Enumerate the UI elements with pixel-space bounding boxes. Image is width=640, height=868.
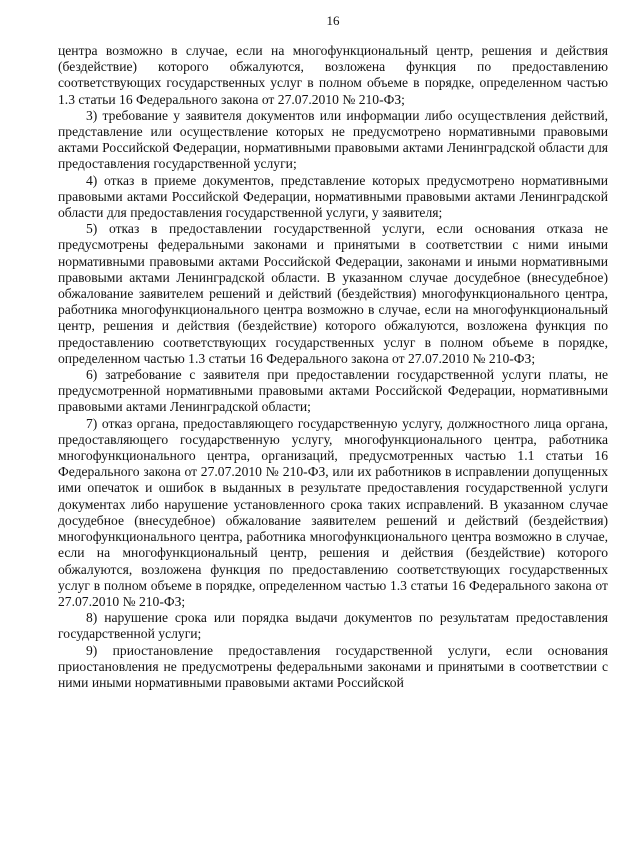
paragraph-item-3: 3) требование у заявителя документов или информации либо осуществления действий, представление или осуществление которых не предусмотрено нормативными правовыми актами Российской Федерации, нормативными правовыми актами Ленинградской области для предоставления государственной услуги; (58, 107, 608, 172)
paragraph-item-8: 8) нарушение срока или порядка выдачи документов по результатам предоставления государственной услуги; (58, 610, 608, 642)
paragraph-item-7: 7) отказ органа, предоставляющего государственную услугу, должностного лица органа, предоставляющего государственную услугу, многофункционального центра, работника многофункционального центра, организаций, предусмотренных частью 1.1 статьи 16 Федерального закона от 27.07.2010 № 210-ФЗ, или их работников в исправлении допущенных ими опечаток и ошибок в выданных в результате предоставления государственной услуги документах либо нарушение установленного срока таких исправлений. В указанном случае досудебное (внесудебное) обжалование заявителем решений и действий (бездействия) многофункционального центра, работника многофункционального центра возможно в случае, если на многофункциональный центр, решения и действия (бездействие) которого обжалуются, возложена функция по предоставлению соответствующих государственных услуг в полном объеме в порядке, определенном частью 1.3 статьи 16 Федерального закона от 27.07.2010 № 210-ФЗ; (58, 415, 608, 609)
paragraph-item-9: 9) приостановление предоставления государственной услуги, если основания приостановления не предусмотрены федеральными законами и принятыми в соответствии с ними иными нормативными правовыми актами Российской (58, 642, 608, 690)
paragraph-item-5: 5) отказ в предоставлении государственной услуги, если основания отказа не предусмотрены федеральными законами и принятыми в соответствии с ними иными нормативными правовыми актами Российской Федерации, законами и иными нормативными правовыми актами Ленинградской области. В указанном случае досудебное (внесудебное) обжалование заявителем решений и действий (бездействия) многофункционального центра, работника многофункционального центра возможно в случае, если на многофункциональный центр, решения и действия (бездействие) которого обжалуются, возложена функция по предоставлению соответствующих государственных услуг в полном объеме в порядке, определенном частью 1.3 статьи 16 Федерального закона от 27.07.2010 № 210-ФЗ; (58, 221, 608, 366)
paragraph-item-6: 6) затребование с заявителя при предоставлении государственной услуги платы, не предусмотренной нормативными правовыми актами Российской Федерации, нормативными правовыми актами Ленинградской области; (58, 367, 608, 415)
paragraph-continuation: центра возможно в случае, если на многофункциональный центр, решения и действия (бездействие) которого обжалуются, возложена функция по предоставлению соответствующих государственных услуг в полном объеме в порядке, определенном частью 1.3 статьи 16 Федерального закона от 27.07.2010 № 210-ФЗ; (58, 43, 608, 107)
page-number: 16 (326, 13, 340, 28)
paragraph-item-4: 4) отказ в приеме документов, представление которых предусмотрено нормативными правовыми актами Российской Федерации, нормативными правовыми актами Ленинградской области для предоставления государственной услуги, у заявителя; (58, 172, 608, 221)
